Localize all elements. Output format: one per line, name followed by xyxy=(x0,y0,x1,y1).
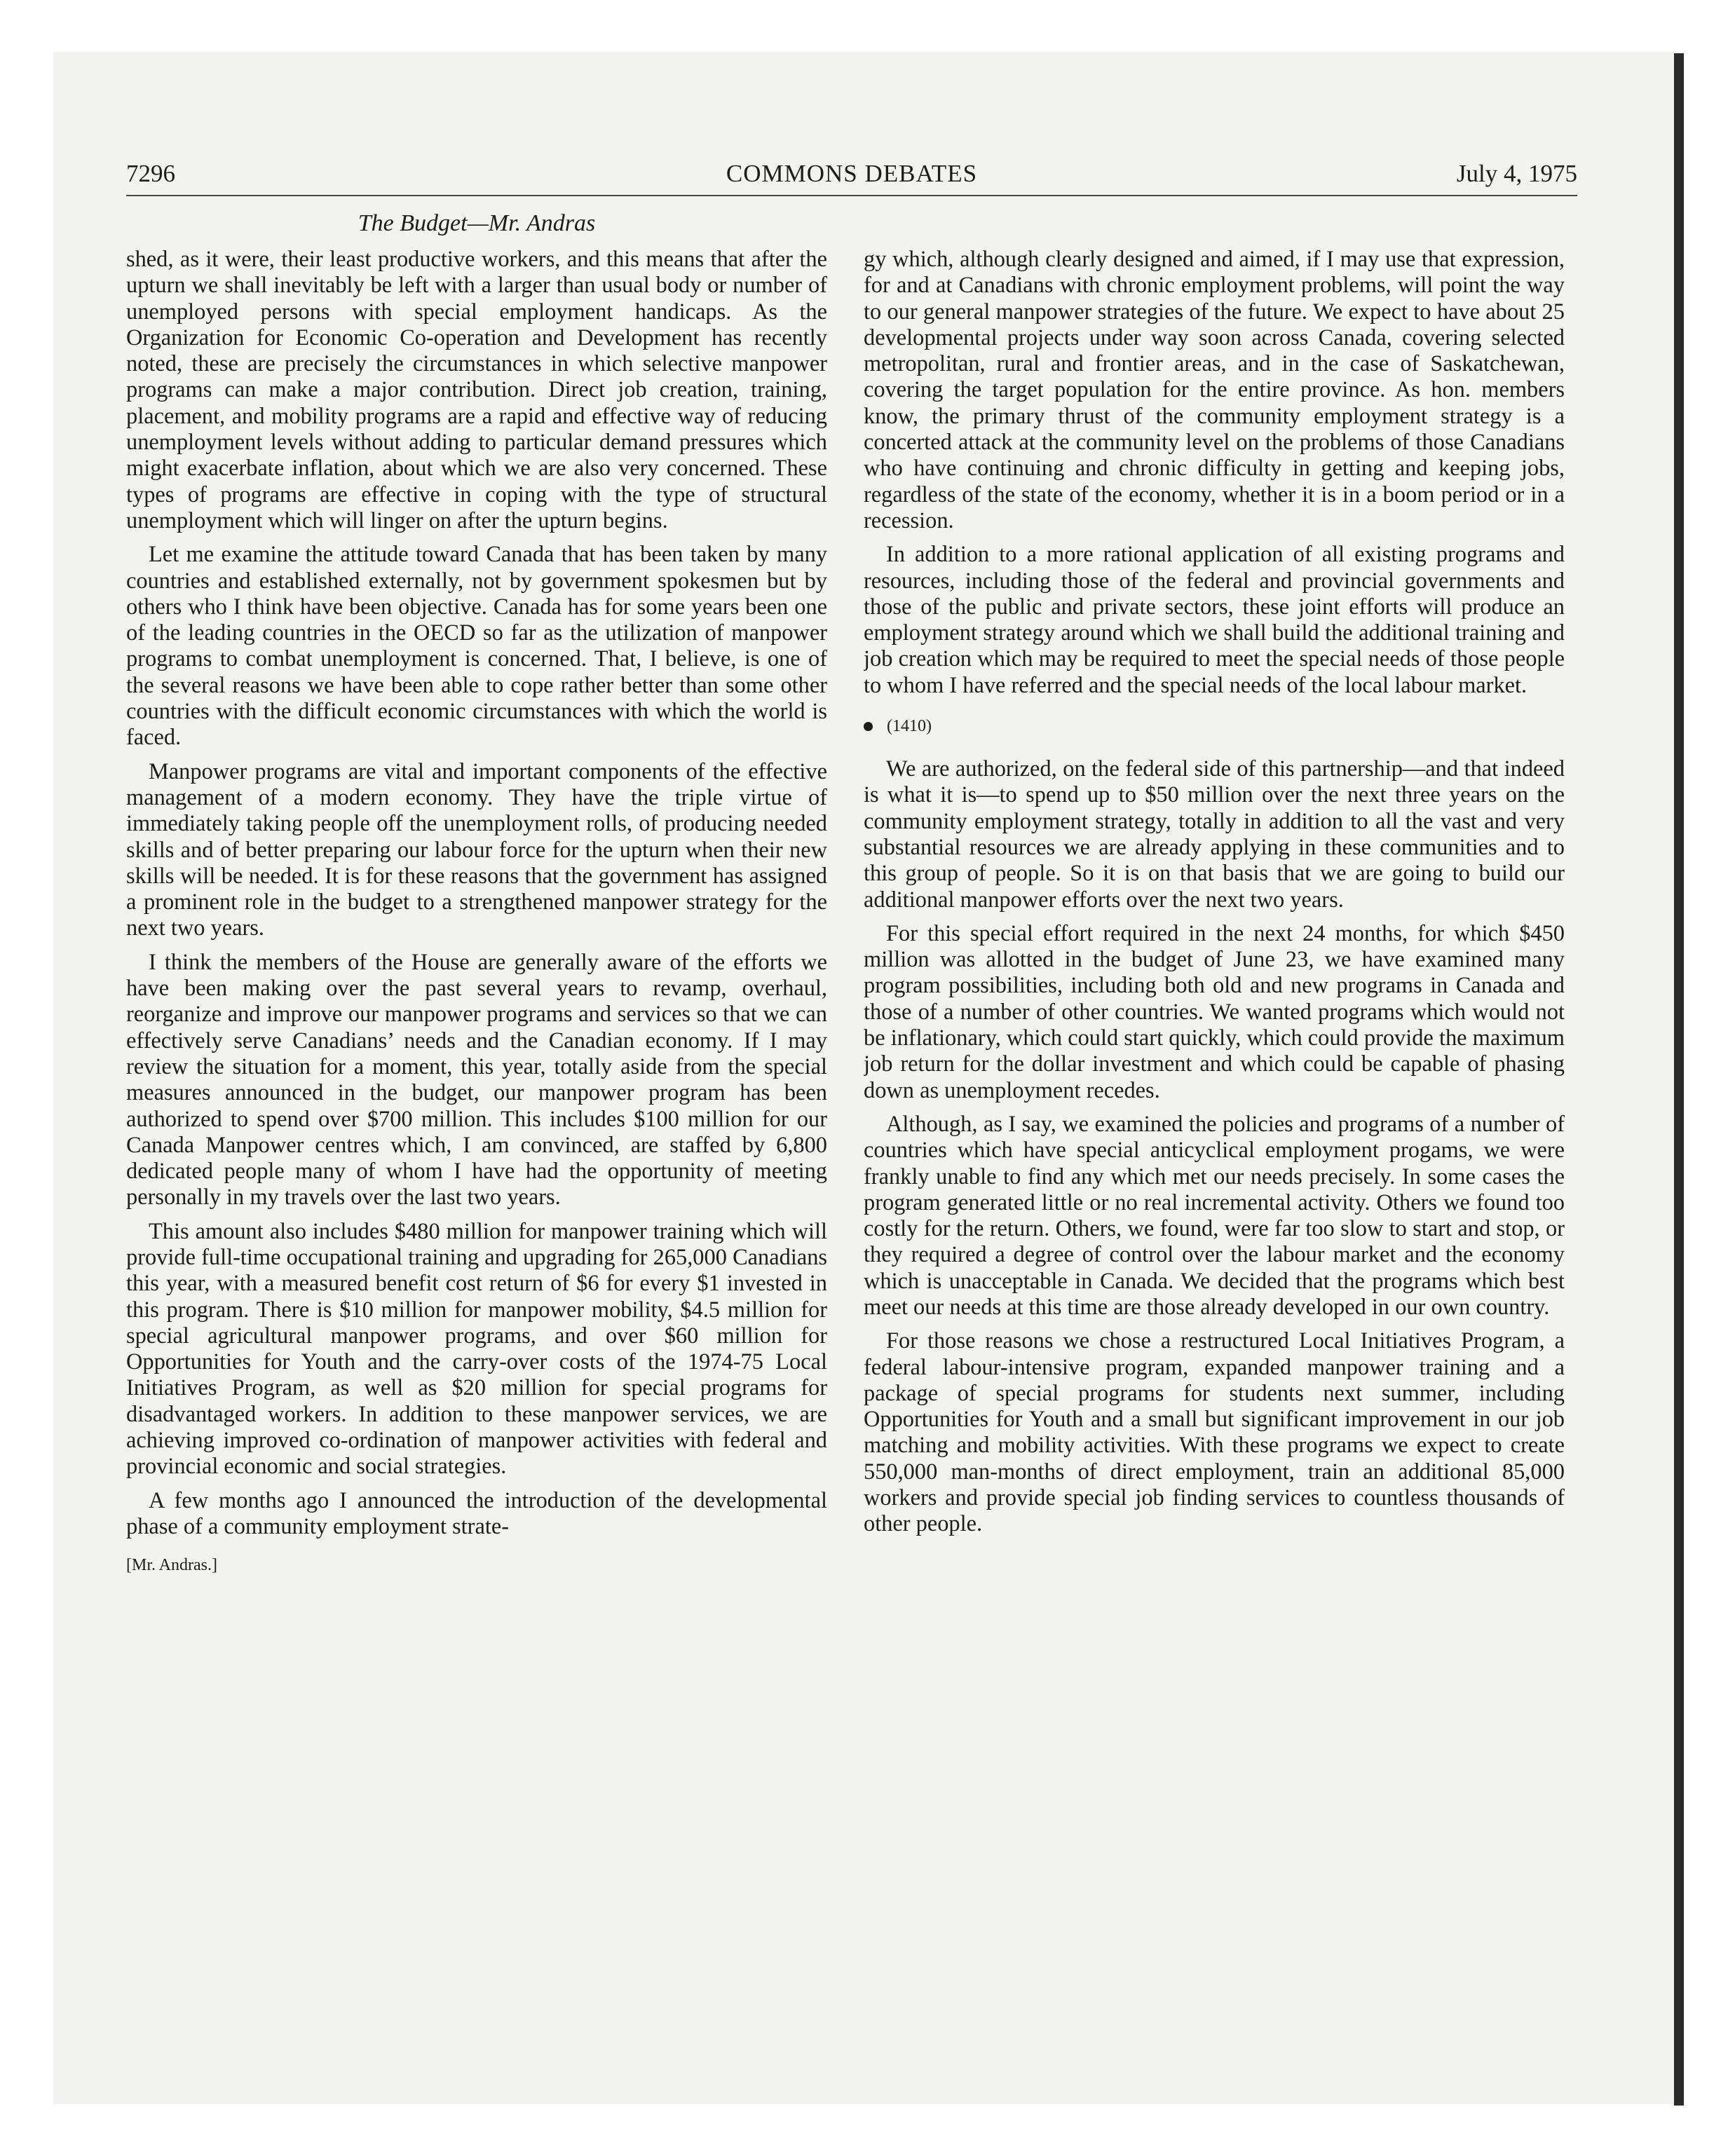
paragraph: gy which, although clearly designed and aimed, if I may use that expression, for and at Canadians with chronic employment problems, will point the way to our general manpower strategies of the future. We expect to have about 25 developmental projects under way soon across Canada, covering selected metropolitan, rural and frontier areas, and in the case of Saskatchewan, covering the target population for the entire province. As hon. members know, the primary thrust of the community employment strategy is a concerted attack at the community level on the problems of those Canadians who have continuing and chronic difficulty in getting and keeping jobs, regardless of the state of the economy, whether it is in a boom period or in a recession. xyxy=(864,247,1565,533)
publication-date: July 4, 1975 xyxy=(1456,160,1577,187)
paragraph: Let me examine the attitude toward Canada that has been taken by many countries and established externally, not by government spokesmen but by others who I think have been objective. Canada has for some years been one of the leading countries in the OECD so far as the utilization of manpower programs to combat unemployment is concerned. That, I believe, is one of the several reasons we have been able to cope rather better than some other countries with the difficult economic circumstances with which the world is faced. xyxy=(126,542,827,751)
paragraph: shed, as it were, their least productive workers, and this means that after the upturn we shall inevitably be left with a larger than usual body or number of unemployed persons with special employment handicaps. As the Organization for Economic Co-operation and Development has recently noted, these are precisely the circumstances in which selective manpower programs can make a major contribution. Direct job creation, training, placement, and mobility programs are a rapid and effective way of reducing unemployment levels without adding to particular demand pressures which might exacerbate inflation, about which we are also very concerned. These types of programs are effective in coping with the type of structural unemployment which will linger on after the upturn begins. xyxy=(126,247,827,533)
time-marker-label: (1410) xyxy=(887,717,932,736)
paragraph: For those reasons we chose a restructured Local Initiatives Program, a federal labour-intensive program, expanded manpower training and a package of special programs for students next summer, including Opportunities for Youth and a small but significant improvement in our job matching and mobility activities. With these programs we expect to create 550,000 man-months of direct employment, train an additional 85,000 workers and provide special job finding services to countless thousands of other people. xyxy=(864,1328,1565,1537)
paragraph: This amount also includes $480 million for manpower training which will provide full-time occupational training and upgrading for 265,000 Canadians this year, with a measured benefit cost return of $6 for every $1 invested in this program. There is $10 million for manpower mobility, $4.5 million for special agricultural manpower programs, and over $60 million for Opportunities for Youth and the carry-over costs of the 1974-75 Local Initiatives Program, as well as $20 million for special programs for disadvantaged workers. In addition to these manpower services, we are achieving improved co-ordination of manpower activities with federal and provincial economic and social strategies. xyxy=(126,1218,827,1480)
bullet-dot-icon xyxy=(864,722,873,731)
paragraph: Although, as I say, we examined the policies and programs of a number of countries which have special anticyclical employment progams, we were frankly unable to find any which met our needs precisely. In some cases the program generated little or no real incremental activity. Others we found too costly for the return. Others, we found, were far too slow to start and stop, or they required a degree of control over the labour market and the economy which is unacceptable in Canada. We decided that the programs which best meet our needs at this time are those already developed in our own country. xyxy=(864,1111,1565,1320)
paragraph: In addition to a more rational application of all existing programs and resources, including those of the federal and provincial governments and those of the public and private sectors, these joint efforts will produce an employment strategy around which we shall build the additional training and job creation which may be required to meet the special needs of those people to whom I have referred and the special needs of the local labour market. xyxy=(864,542,1565,698)
paragraph: We are authorized, on the federal side of this partnership—and that indeed is what it is—to spend up to $50 million over the next three years on the community employment strategy, totally in addition to all the vast and very substantial resources we are already applying in these communities and to this group of people. So it is on that basis that we are going to build our additional manpower efforts over the next two years. xyxy=(864,756,1565,913)
paragraph: I think the members of the House are generally aware of the efforts we have been making over the past several years to revamp, overhaul, reorganize and improve our manpower programs and services so that we can effectively serve Canadians’ needs and the Canadian economy. If I may review the situation for a moment, this year, totally aside from the special measures announced in the budget, our manpower program has been authorized to spend over $700 million. This includes $100 million for our Canada Manpower centres which, I am convinced, are staffed by 6,800 dedicated people many of whom I have had the opportunity of meeting personally in my travels over the last two years. xyxy=(126,949,827,1210)
speaker-note: [Mr. Andras.] xyxy=(126,1556,217,1575)
publication-title: COMMONS DEBATES xyxy=(726,160,978,187)
section-subhead: The Budget—Mr. Andras xyxy=(358,210,596,236)
paragraph: Manpower programs are vital and important components of the effective management of a modern economy. They have the triple virtue of immediately taking people off the unemployment rolls, of producing needed skills and of better preparing our labour force for the upturn when their new skills will be needed. It is for these reasons that the government has assigned a prominent role in the budget to a strengthened manpower strategy for the next two years. xyxy=(126,758,827,941)
paragraph: A few months ago I announced the introduction of the developmental phase of a community employment strate- xyxy=(126,1487,827,1539)
time-marker xyxy=(864,716,1565,737)
paragraph: For this special effort required in the next 24 months, for which $450 million was allotted in the budget of June 23, we have examined many program possibilities, including both old and new programs in Canada and those of a number of other countries. We wanted programs which would not be inflationary, which could start quickly, which could provide the maximum job return for the dollar investment and which could be capable of phasing down as unemployment recedes. xyxy=(864,920,1565,1103)
page-header xyxy=(126,160,1577,195)
page-number: 7296 xyxy=(126,160,175,187)
right-column xyxy=(864,247,1565,1964)
page-edge-shadow xyxy=(1674,53,1684,2106)
header-rule xyxy=(126,195,1577,196)
left-column xyxy=(126,247,827,1964)
